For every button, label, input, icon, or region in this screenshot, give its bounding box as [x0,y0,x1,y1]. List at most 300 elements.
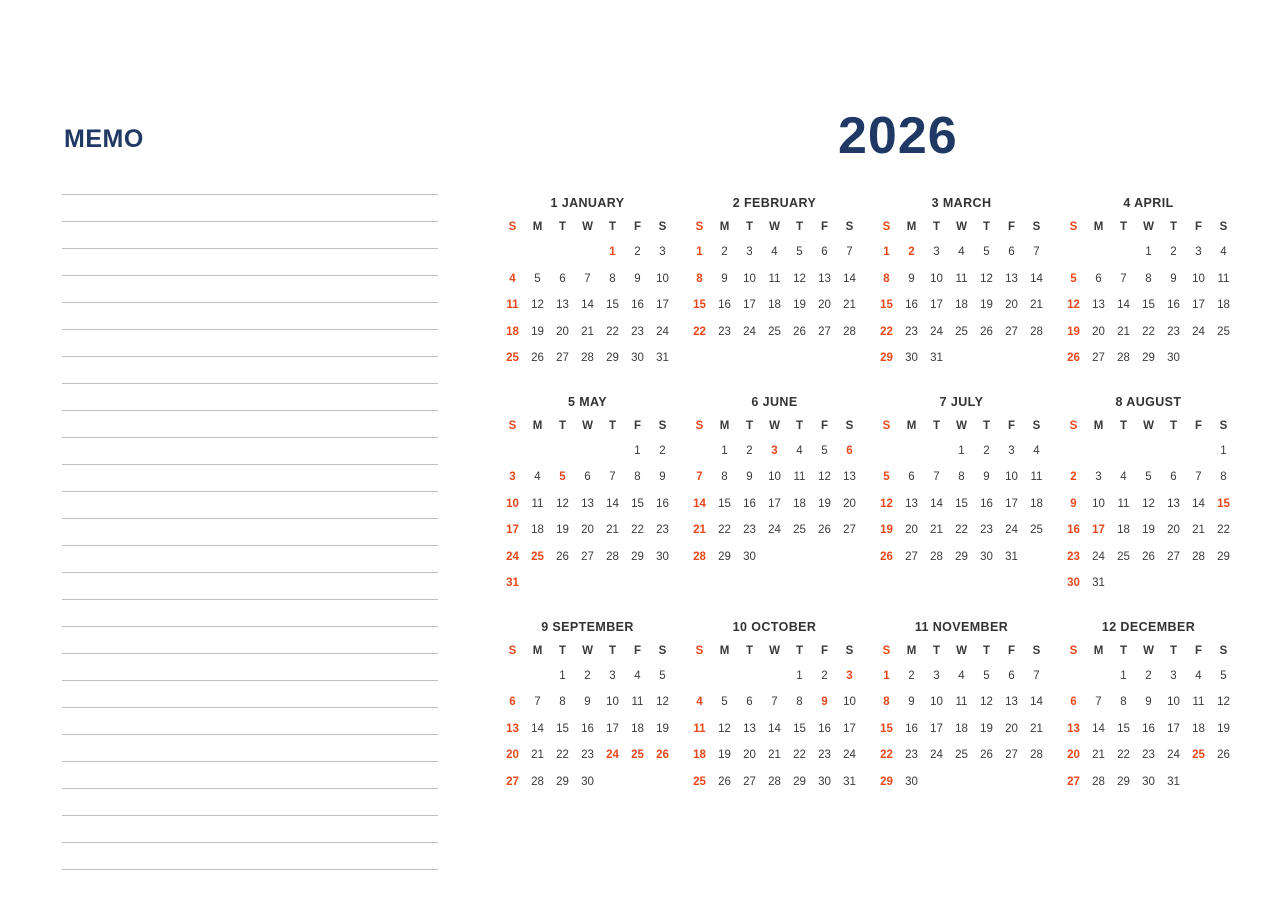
day-cell[interactable]: 15 [1117,722,1130,735]
day-cell[interactable]: 29 [880,352,893,364]
day-cell[interactable]: 1 [883,669,890,682]
day-cell[interactable]: 4 [1195,669,1202,682]
day-cell[interactable]: 21 [1192,524,1205,536]
day-cell[interactable]: 14 [768,722,781,735]
day-cell[interactable]: 26 [1067,352,1080,364]
day-cell[interactable]: 21 [768,749,781,761]
day-cell[interactable]: 17 [930,299,943,311]
day-cell[interactable]: 20 [1167,524,1180,536]
day-cell[interactable]: 29 [556,775,569,788]
day-cell[interactable]: 16 [980,497,993,510]
day-cell[interactable]: 8 [1120,696,1127,708]
day-cell[interactable]: 3 [1095,471,1102,483]
day-cell[interactable]: 30 [1167,352,1180,364]
day-cell[interactable]: 7 [1033,669,1040,682]
day-cell[interactable]: 31 [1092,577,1105,589]
day-cell[interactable]: 3 [933,669,940,682]
day-cell[interactable]: 13 [1005,272,1018,285]
memo-line[interactable] [62,600,438,627]
day-cell[interactable]: 15 [631,497,644,510]
day-cell[interactable]: 28 [1192,550,1205,563]
memo-line[interactable] [62,330,438,357]
day-cell[interactable]: 10 [768,471,781,483]
day-cell[interactable]: 4 [958,246,965,258]
memo-line[interactable] [62,762,438,789]
day-cell[interactable]: 4 [534,471,541,483]
day-cell[interactable]: 7 [1033,246,1040,258]
day-cell[interactable]: 22 [880,749,893,761]
day-cell[interactable]: 12 [531,299,544,311]
day-cell[interactable]: 21 [1117,325,1130,338]
day-cell[interactable]: 8 [883,696,890,708]
day-cell[interactable]: 14 [1117,299,1130,311]
day-cell[interactable]: 16 [905,299,918,311]
day-cell[interactable]: 28 [1092,775,1105,788]
day-cell[interactable]: 31 [843,775,856,788]
day-cell[interactable]: 16 [905,722,918,735]
day-cell[interactable]: 29 [1142,352,1155,364]
day-cell[interactable]: 16 [656,497,669,510]
day-cell[interactable]: 31 [1167,775,1180,788]
day-cell[interactable]: 28 [693,550,706,563]
day-cell[interactable]: 30 [818,775,831,788]
memo-line[interactable] [62,735,438,762]
day-cell[interactable]: 19 [818,497,831,510]
day-cell[interactable]: 20 [506,749,519,761]
day-cell[interactable]: 28 [768,775,781,788]
day-cell[interactable]: 21 [930,524,943,536]
memo-line[interactable] [62,708,438,735]
day-cell[interactable]: 5 [721,696,728,708]
memo-line[interactable] [62,357,438,384]
day-cell[interactable]: 6 [846,444,853,457]
day-cell[interactable]: 29 [606,352,619,364]
day-cell[interactable]: 12 [980,696,993,708]
day-cell[interactable]: 19 [556,524,569,536]
day-cell[interactable]: 10 [606,696,619,708]
day-cell[interactable]: 9 [1070,497,1077,510]
day-cell[interactable]: 7 [534,696,541,708]
memo-line[interactable] [62,303,438,330]
day-cell[interactable]: 23 [656,524,669,536]
day-cell[interactable]: 11 [506,299,519,311]
day-cell[interactable]: 5 [659,669,666,682]
day-cell[interactable]: 18 [1217,299,1230,311]
day-cell[interactable]: 8 [1145,272,1152,285]
day-cell[interactable]: 6 [1008,246,1015,258]
day-cell[interactable]: 23 [818,749,831,761]
day-cell[interactable]: 25 [1217,325,1230,338]
day-cell[interactable]: 7 [1195,471,1202,483]
day-cell[interactable]: 1 [1220,444,1227,457]
day-cell[interactable]: 12 [1217,696,1230,708]
day-cell[interactable]: 28 [930,550,943,563]
day-cell[interactable]: 12 [656,696,669,708]
day-cell[interactable]: 23 [743,524,756,536]
day-cell[interactable]: 27 [818,325,831,338]
day-cell[interactable]: 16 [631,299,644,311]
day-cell[interactable]: 11 [793,471,806,483]
day-cell[interactable]: 9 [908,696,915,708]
day-cell[interactable]: 11 [1030,471,1043,483]
day-cell[interactable]: 6 [559,272,566,285]
day-cell[interactable]: 21 [693,524,706,536]
memo-line[interactable] [62,573,438,600]
day-cell[interactable]: 15 [880,722,893,735]
day-cell[interactable]: 14 [1092,722,1105,735]
day-cell[interactable]: 26 [718,775,731,788]
day-cell[interactable]: 5 [1220,669,1227,682]
memo-line[interactable] [62,249,438,276]
day-cell[interactable]: 22 [718,524,731,536]
day-cell[interactable]: 25 [768,325,781,338]
day-cell[interactable]: 4 [1033,444,1040,457]
day-cell[interactable]: 2 [634,246,641,258]
day-cell[interactable]: 2 [584,669,591,682]
day-cell[interactable]: 21 [606,524,619,536]
day-cell[interactable]: 27 [506,775,519,788]
day-cell[interactable]: 25 [693,775,706,788]
day-cell[interactable]: 3 [933,246,940,258]
day-cell[interactable]: 11 [1217,272,1230,285]
day-cell[interactable]: 1 [796,669,803,682]
day-cell[interactable]: 8 [721,471,728,483]
day-cell[interactable]: 13 [581,497,594,510]
day-cell[interactable]: 24 [1005,524,1018,536]
day-cell[interactable]: 3 [1008,444,1015,457]
day-cell[interactable]: 30 [1142,775,1155,788]
day-cell[interactable]: 5 [559,471,566,483]
memo-line[interactable] [62,627,438,654]
memo-line[interactable] [62,546,438,573]
day-cell[interactable]: 16 [581,722,594,735]
memo-line[interactable] [62,492,438,519]
day-cell[interactable]: 4 [1120,471,1127,483]
day-cell[interactable]: 10 [1092,497,1105,510]
day-cell[interactable]: 10 [930,272,943,285]
day-cell[interactable]: 20 [743,749,756,761]
day-cell[interactable]: 29 [631,550,644,563]
day-cell[interactable]: 3 [509,471,516,483]
day-cell[interactable]: 7 [771,696,778,708]
day-cell[interactable]: 19 [980,299,993,311]
day-cell[interactable]: 17 [743,299,756,311]
day-cell[interactable]: 20 [843,497,856,510]
day-cell[interactable]: 30 [743,550,756,563]
day-cell[interactable]: 4 [796,444,803,457]
day-cell[interactable]: 19 [1067,325,1080,338]
day-cell[interactable]: 14 [1192,497,1205,510]
day-cell[interactable]: 29 [793,775,806,788]
day-cell[interactable]: 2 [659,444,666,457]
day-cell[interactable]: 15 [1142,299,1155,311]
day-cell[interactable]: 3 [771,444,778,457]
day-cell[interactable]: 8 [796,696,803,708]
day-cell[interactable]: 6 [584,471,591,483]
day-cell[interactable]: 6 [908,471,915,483]
day-cell[interactable]: 16 [1167,299,1180,311]
day-cell[interactable]: 29 [718,550,731,563]
memo-line[interactable] [62,681,438,708]
day-cell[interactable]: 19 [656,722,669,735]
day-cell[interactable]: 6 [821,246,828,258]
day-cell[interactable]: 15 [955,497,968,510]
day-cell[interactable]: 7 [846,246,853,258]
day-cell[interactable]: 1 [1145,246,1152,258]
day-cell[interactable]: 16 [743,497,756,510]
day-cell[interactable]: 17 [843,722,856,735]
day-cell[interactable]: 11 [693,722,706,735]
day-cell[interactable]: 10 [1167,696,1180,708]
day-cell[interactable]: 13 [1167,497,1180,510]
day-cell[interactable]: 11 [1117,497,1130,510]
day-cell[interactable]: 10 [506,497,519,510]
day-cell[interactable]: 30 [905,352,918,364]
day-cell[interactable]: 24 [1192,325,1205,338]
day-cell[interactable]: 21 [1092,749,1105,761]
day-cell[interactable]: 18 [1117,524,1130,536]
day-cell[interactable]: 27 [556,352,569,364]
day-cell[interactable]: 11 [631,696,644,708]
day-cell[interactable]: 11 [768,272,781,285]
day-cell[interactable]: 9 [908,272,915,285]
day-cell[interactable]: 9 [746,471,753,483]
day-cell[interactable]: 14 [843,272,856,285]
day-cell[interactable]: 14 [581,299,594,311]
day-cell[interactable]: 25 [531,550,544,563]
day-cell[interactable]: 27 [581,550,594,563]
day-cell[interactable]: 1 [634,444,641,457]
day-cell[interactable]: 2 [1170,246,1177,258]
day-cell[interactable]: 7 [933,471,940,483]
day-cell[interactable]: 22 [955,524,968,536]
day-cell[interactable]: 2 [746,444,753,457]
day-cell[interactable]: 12 [1142,497,1155,510]
memo-line[interactable] [62,168,438,195]
day-cell[interactable]: 7 [609,471,616,483]
day-cell[interactable]: 23 [1167,325,1180,338]
day-cell[interactable]: 12 [718,722,731,735]
day-cell[interactable]: 4 [634,669,641,682]
day-cell[interactable]: 27 [1067,775,1080,788]
day-cell[interactable]: 4 [1220,246,1227,258]
day-cell[interactable]: 18 [531,524,544,536]
day-cell[interactable]: 9 [821,696,828,708]
day-cell[interactable]: 27 [843,524,856,536]
memo-lines[interactable] [62,168,438,870]
day-cell[interactable]: 26 [556,550,569,563]
day-cell[interactable]: 19 [880,524,893,536]
day-cell[interactable]: 13 [556,299,569,311]
day-cell[interactable]: 23 [1142,749,1155,761]
day-cell[interactable]: 15 [880,299,893,311]
day-cell[interactable]: 15 [693,299,706,311]
day-cell[interactable]: 19 [1217,722,1230,735]
day-cell[interactable]: 5 [534,272,541,285]
day-cell[interactable]: 29 [955,550,968,563]
day-cell[interactable]: 3 [659,246,666,258]
day-cell[interactable]: 27 [743,775,756,788]
day-cell[interactable]: 4 [696,696,703,708]
day-cell[interactable]: 27 [1005,325,1018,338]
day-cell[interactable]: 10 [1005,471,1018,483]
day-cell[interactable]: 17 [768,497,781,510]
day-cell[interactable]: 10 [1192,272,1205,285]
day-cell[interactable]: 1 [609,246,616,258]
day-cell[interactable]: 5 [821,444,828,457]
day-cell[interactable]: 19 [980,722,993,735]
day-cell[interactable]: 2 [1070,471,1077,483]
day-cell[interactable]: 8 [609,272,616,285]
memo-line[interactable] [62,438,438,465]
day-cell[interactable]: 8 [559,696,566,708]
day-cell[interactable]: 17 [1192,299,1205,311]
day-cell[interactable]: 30 [656,550,669,563]
day-cell[interactable]: 24 [656,325,669,338]
day-cell[interactable]: 31 [656,352,669,364]
day-cell[interactable]: 16 [718,299,731,311]
day-cell[interactable]: 21 [843,299,856,311]
day-cell[interactable]: 6 [509,696,516,708]
day-cell[interactable]: 12 [1067,299,1080,311]
day-cell[interactable]: 18 [955,722,968,735]
day-cell[interactable]: 18 [768,299,781,311]
day-cell[interactable]: 3 [1170,669,1177,682]
day-cell[interactable]: 30 [581,775,594,788]
day-cell[interactable]: 9 [983,471,990,483]
day-cell[interactable]: 12 [818,471,831,483]
day-cell[interactable]: 28 [606,550,619,563]
day-cell[interactable]: 8 [696,272,703,285]
day-cell[interactable]: 12 [793,272,806,285]
day-cell[interactable]: 12 [556,497,569,510]
day-cell[interactable]: 1 [696,246,703,258]
day-cell[interactable]: 27 [1167,550,1180,563]
day-cell[interactable]: 25 [955,749,968,761]
day-cell[interactable]: 3 [746,246,753,258]
day-cell[interactable]: 2 [821,669,828,682]
day-cell[interactable]: 11 [531,497,544,510]
day-cell[interactable]: 18 [631,722,644,735]
day-cell[interactable]: 13 [905,497,918,510]
day-cell[interactable]: 28 [1030,325,1043,338]
day-cell[interactable]: 30 [905,775,918,788]
day-cell[interactable]: 18 [793,497,806,510]
day-cell[interactable]: 11 [955,272,968,285]
day-cell[interactable]: 14 [606,497,619,510]
day-cell[interactable]: 29 [880,775,893,788]
day-cell[interactable]: 19 [531,325,544,338]
day-cell[interactable]: 26 [818,524,831,536]
day-cell[interactable]: 13 [1005,696,1018,708]
day-cell[interactable]: 22 [1142,325,1155,338]
day-cell[interactable]: 18 [506,325,519,338]
day-cell[interactable]: 13 [843,471,856,483]
day-cell[interactable]: 3 [846,669,853,682]
day-cell[interactable]: 29 [1117,775,1130,788]
day-cell[interactable]: 24 [768,524,781,536]
memo-line[interactable] [62,654,438,681]
day-cell[interactable]: 18 [955,299,968,311]
day-cell[interactable]: 22 [631,524,644,536]
day-cell[interactable]: 12 [880,497,893,510]
day-cell[interactable]: 20 [1005,299,1018,311]
day-cell[interactable]: 25 [955,325,968,338]
day-cell[interactable]: 7 [1095,696,1102,708]
day-cell[interactable]: 24 [1167,749,1180,761]
memo-line[interactable] [62,816,438,843]
day-cell[interactable]: 2 [908,246,915,258]
day-cell[interactable]: 5 [983,669,990,682]
day-cell[interactable]: 28 [581,352,594,364]
day-cell[interactable]: 9 [1170,272,1177,285]
day-cell[interactable]: 22 [606,325,619,338]
day-cell[interactable]: 24 [843,749,856,761]
day-cell[interactable]: 20 [905,524,918,536]
day-cell[interactable]: 6 [1095,272,1102,285]
day-cell[interactable]: 9 [1145,696,1152,708]
day-cell[interactable]: 24 [506,550,519,563]
day-cell[interactable]: 22 [1217,524,1230,536]
day-cell[interactable]: 21 [1030,299,1043,311]
day-cell[interactable]: 18 [1192,722,1205,735]
day-cell[interactable]: 2 [721,246,728,258]
day-cell[interactable]: 13 [1067,722,1080,735]
day-cell[interactable]: 5 [983,246,990,258]
day-cell[interactable]: 1 [958,444,965,457]
day-cell[interactable]: 20 [1092,325,1105,338]
day-cell[interactable]: 27 [905,550,918,563]
day-cell[interactable]: 20 [818,299,831,311]
day-cell[interactable]: 2 [908,669,915,682]
day-cell[interactable]: 13 [506,722,519,735]
day-cell[interactable]: 26 [980,325,993,338]
memo-line[interactable] [62,411,438,438]
day-cell[interactable]: 20 [556,325,569,338]
memo-line[interactable] [62,789,438,816]
day-cell[interactable]: 13 [1092,299,1105,311]
day-cell[interactable]: 10 [843,696,856,708]
day-cell[interactable]: 9 [634,272,641,285]
memo-line[interactable] [62,195,438,222]
day-cell[interactable]: 29 [1217,550,1230,563]
day-cell[interactable]: 25 [1030,524,1043,536]
day-cell[interactable]: 26 [531,352,544,364]
memo-line[interactable] [62,384,438,411]
day-cell[interactable]: 7 [696,471,703,483]
memo-line[interactable] [62,519,438,546]
day-cell[interactable]: 2 [983,444,990,457]
day-cell[interactable]: 17 [1005,497,1018,510]
day-cell[interactable]: 3 [609,669,616,682]
day-cell[interactable]: 22 [880,325,893,338]
day-cell[interactable]: 8 [958,471,965,483]
day-cell[interactable]: 9 [584,696,591,708]
day-cell[interactable]: 23 [718,325,731,338]
day-cell[interactable]: 14 [693,497,706,510]
day-cell[interactable]: 24 [930,325,943,338]
day-cell[interactable]: 24 [606,749,619,761]
day-cell[interactable]: 26 [880,550,893,563]
day-cell[interactable]: 10 [656,272,669,285]
day-cell[interactable]: 25 [506,352,519,364]
day-cell[interactable]: 28 [1030,749,1043,761]
day-cell[interactable]: 26 [980,749,993,761]
day-cell[interactable]: 22 [693,325,706,338]
day-cell[interactable]: 24 [930,749,943,761]
day-cell[interactable]: 15 [718,497,731,510]
day-cell[interactable]: 30 [631,352,644,364]
